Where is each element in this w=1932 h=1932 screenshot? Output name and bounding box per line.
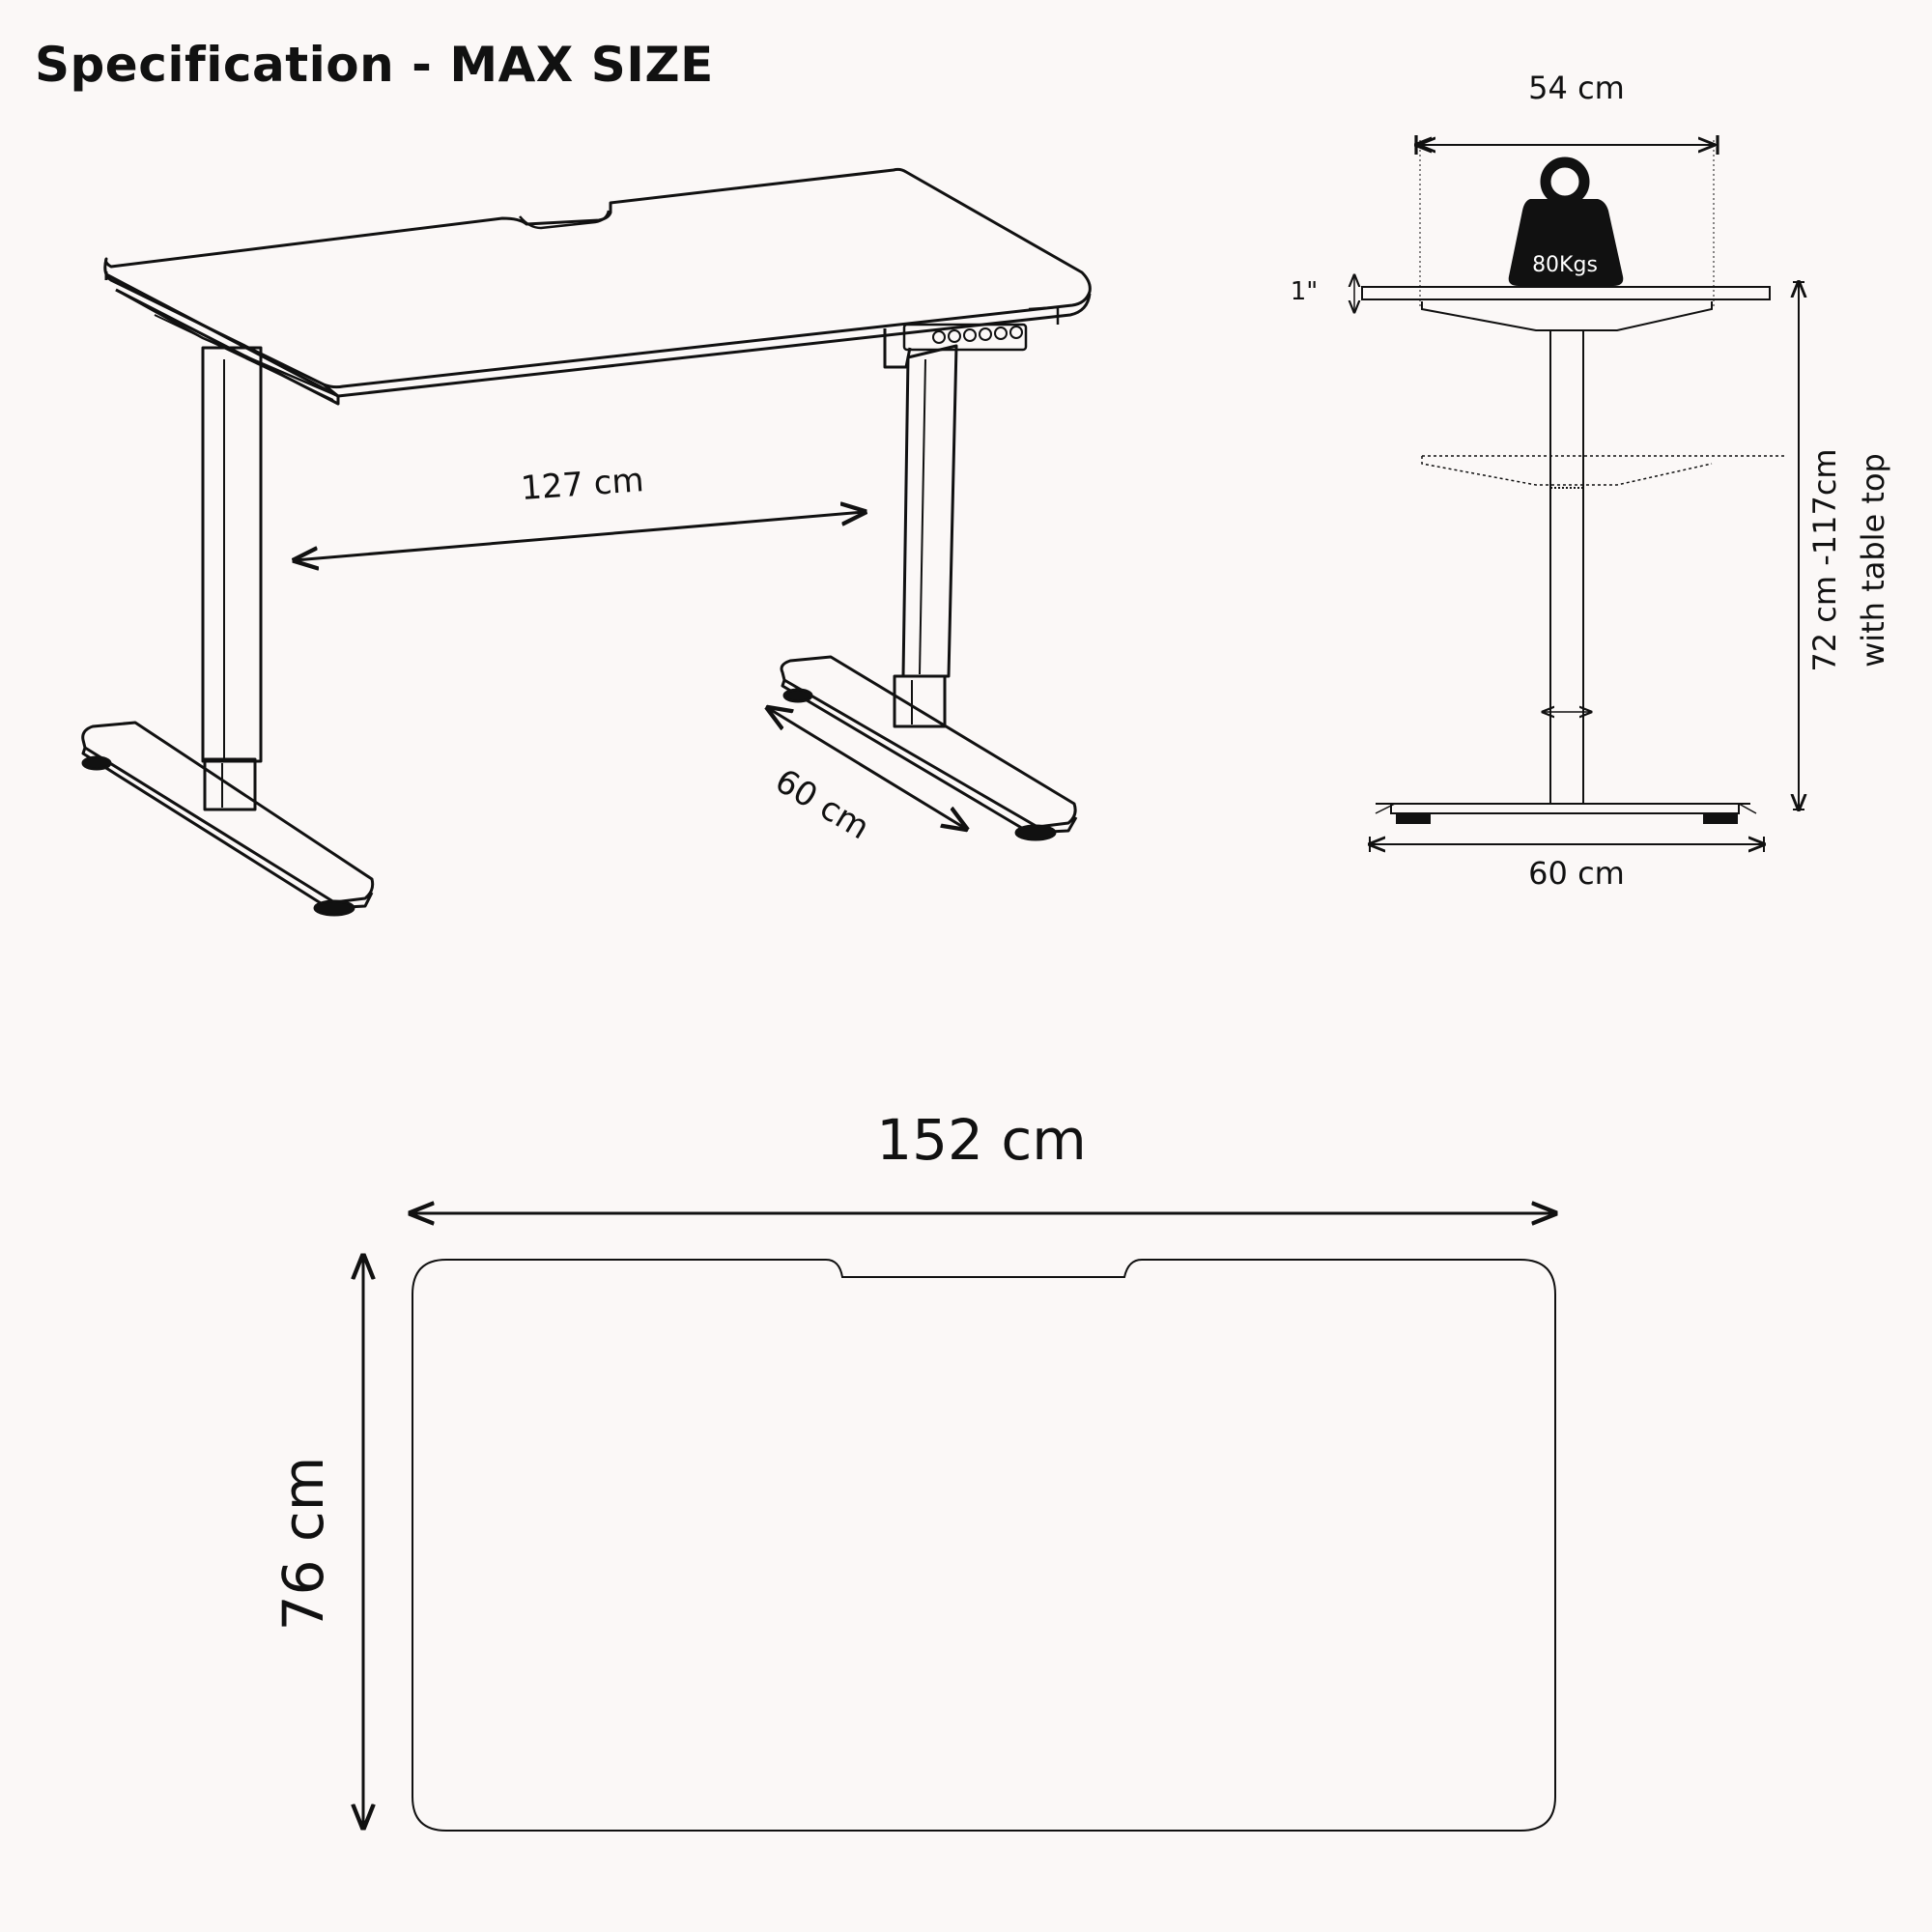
top-depth-label: 76 cm	[270, 1456, 336, 1632]
page-title: Specification - MAX SIZE	[35, 37, 714, 93]
perspective-desk	[83, 169, 1091, 915]
top-width-label: 152 cm	[876, 1107, 1087, 1173]
left-foot	[83, 723, 373, 902]
height-note-label: with table top	[1855, 453, 1891, 668]
depth-54-label: 54 cm	[1528, 70, 1625, 106]
tabletop	[105, 169, 1091, 386]
top-view	[363, 1213, 1555, 1831]
weight-label: 80Kgs	[1532, 253, 1598, 277]
height-range-label: 72 cm -117cm	[1806, 448, 1843, 672]
thickness-label: 1"	[1290, 277, 1319, 306]
base-60-label: 60 cm	[1528, 855, 1625, 892]
depth-60-label: 60 cm	[768, 761, 876, 848]
tabletop-outline	[412, 1260, 1555, 1831]
width-127-label: 127 cm	[519, 461, 645, 508]
